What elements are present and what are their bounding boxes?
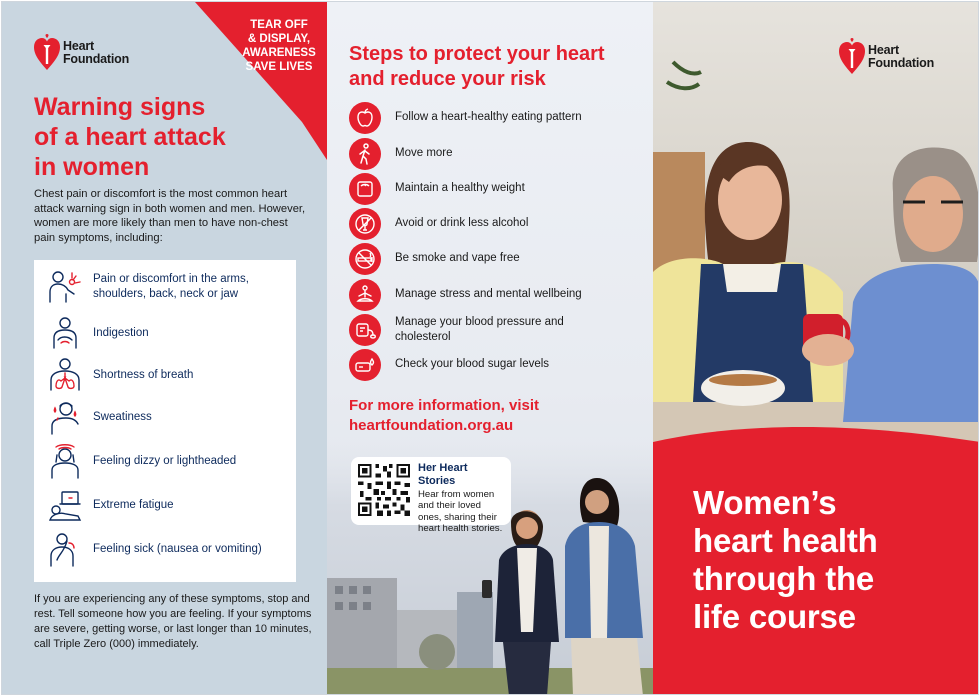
tearoff-label	[224, 18, 327, 74]
step-item	[349, 102, 615, 134]
symptom-label: Sweatiness	[93, 410, 152, 423]
logo-text-line: Foundation	[868, 56, 935, 70]
symptom-label: Feeling sick (nausea or vomiting)	[93, 542, 262, 555]
title-line: in women	[34, 153, 150, 181]
title-line: Warning signs	[34, 93, 206, 121]
step-label: Check your blood sugar levels	[395, 358, 550, 371]
blood-sugar-icon	[349, 349, 381, 381]
symptom-item	[46, 442, 283, 480]
steps-title	[349, 42, 639, 92]
no-alcohol-icon	[349, 208, 381, 240]
arm-pain-icon	[46, 268, 84, 306]
meditation-icon	[349, 279, 381, 311]
tearoff-line: & DISPLAY,	[247, 33, 311, 45]
scale-icon	[349, 173, 381, 205]
step-item	[349, 243, 615, 275]
step-label: Manage your blood pressure and cholesterol	[395, 315, 564, 343]
step-label: Avoid or drink less alcohol	[395, 217, 529, 230]
indigestion-icon	[46, 314, 84, 352]
step-label: Follow a heart-healthy eating pattern	[395, 111, 582, 124]
step-item	[349, 314, 615, 346]
symptom-label: Feeling dizzy or lightheaded	[93, 454, 237, 467]
qr-code-icon[interactable]	[356, 462, 412, 518]
stories-title: Her Heart Stories	[418, 462, 468, 487]
warning-signs-advice: If you are experiencing any of these symptoms, stop and rest. Tell someone how you are feeling. If your symptoms are severe, getting worse, or last longer than 10 minutes, call Triple Zero (000) immediately.	[34, 593, 312, 650]
more-info-text: For more information, visit	[349, 397, 540, 414]
step-label: Move more	[395, 147, 453, 160]
cover-title	[693, 484, 963, 636]
title-line: of a heart attack	[34, 123, 226, 151]
apple-icon	[349, 102, 381, 134]
panel-warning-signs	[2, 2, 327, 695]
dizzy-icon	[46, 442, 84, 480]
symptom-item	[46, 314, 283, 352]
fatigue-icon	[46, 486, 84, 524]
step-item	[349, 279, 615, 311]
step-label: Maintain a healthy weight	[395, 182, 525, 195]
step-item	[349, 349, 615, 381]
symptom-label: Shortness of breath	[93, 368, 194, 381]
panel-steps	[327, 2, 653, 695]
nausea-icon	[46, 530, 84, 568]
warning-signs-intro: Chest pain or discomfort is the most common heart attack warning sign in both women and men. However, women are more likely than men to have non-chest pain symptoms, including:	[34, 188, 306, 244]
logo-text-line: Heart	[868, 43, 899, 57]
symptom-item	[46, 398, 283, 436]
heart-logo-icon	[839, 38, 865, 76]
symptom-item	[46, 356, 283, 394]
symptom-label: Pain or discomfort in the arms, shoulders, back, neck or jaw	[93, 273, 249, 300]
step-label: Manage stress and mental wellbeing	[395, 288, 582, 301]
symptom-item	[46, 530, 283, 568]
title-line: life course	[693, 598, 856, 635]
tearoff-line: AWARENESS	[242, 47, 316, 59]
title-line: Steps to protect your heart	[349, 43, 605, 65]
title-line: through the	[693, 560, 875, 597]
blood-pressure-icon	[349, 314, 381, 346]
her-heart-stories-card[interactable]	[351, 457, 511, 535]
warning-signs-title	[34, 92, 274, 182]
heart-logo-icon	[34, 34, 60, 72]
panel-cover	[653, 2, 979, 695]
step-item	[349, 208, 615, 240]
logo-text-line: Heart	[63, 39, 94, 53]
symptom-item	[46, 486, 283, 524]
title-line: heart health	[693, 522, 878, 559]
more-info	[349, 396, 639, 436]
step-item	[349, 173, 615, 205]
tearoff-line: SAVE LIVES	[245, 61, 313, 73]
sweat-icon	[46, 398, 84, 436]
symptoms-card	[34, 260, 296, 582]
logo-text-line: Foundation	[63, 52, 130, 66]
title-line: and reduce your risk	[349, 68, 546, 90]
walking-icon	[349, 138, 381, 170]
tearoff-line: TEAR OFF	[250, 19, 308, 31]
symptom-label: Extreme fatigue	[93, 498, 174, 511]
heart-foundation-logo	[34, 34, 129, 72]
title-line: Women’s	[693, 484, 837, 521]
lungs-icon	[46, 356, 84, 394]
brochure	[1, 1, 979, 695]
symptom-label: Indigestion	[93, 326, 149, 339]
heart-foundation-logo	[839, 38, 934, 76]
symptom-item	[46, 268, 283, 306]
step-label: Be smoke and vape free	[395, 252, 520, 265]
more-info-link[interactable]: heartfoundation.org.au	[349, 417, 514, 434]
step-item	[349, 138, 615, 170]
no-smoking-icon	[349, 243, 381, 275]
stories-description: Hear from women and their loved ones, sharing their heart health stories.	[418, 489, 503, 535]
